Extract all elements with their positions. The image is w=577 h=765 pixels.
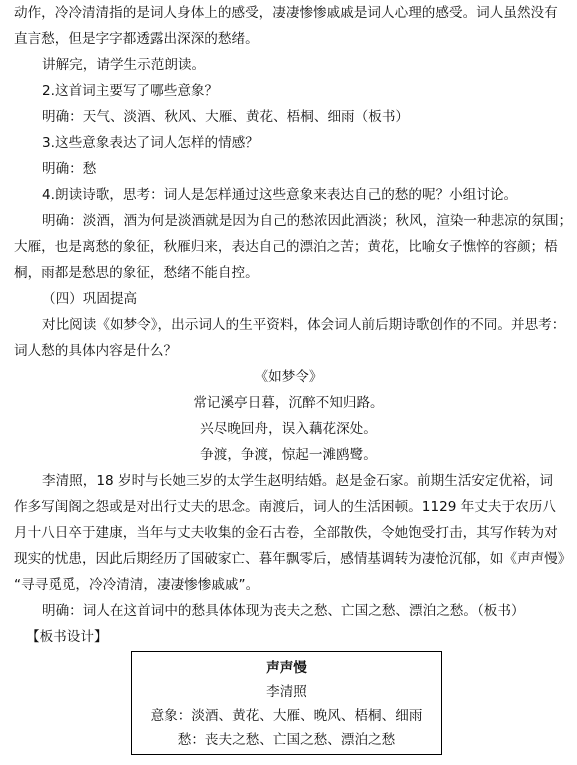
question-3: 3.这些意象表达了词人怎样的情感？ (42, 135, 259, 151)
bio-line: 月十八日卒于建康，当年与丈夫收集的金石古卷，全部散佚，令她饱受打击，其写作转为对 (14, 525, 558, 541)
board-title: 声声慢 (266, 660, 307, 676)
answer-4-line: 桐，雨都是愁思的象征，愁绪不能自控。 (14, 265, 259, 281)
poem-line: 常记溪亭日暮，沉醉不知归路。 (193, 395, 384, 411)
section-heading: （四）巩固提高 (42, 291, 138, 307)
answer-4-line: 明确：淡酒，酒为何是淡酒就是因为自己的愁浓因此酒淡；秋风，渲染一种悲凉的氛围； (42, 213, 573, 229)
paragraph-line: 讲解完，请学生示范朗读。 (42, 57, 206, 73)
bio-line: 李清照，18 岁时与长她三岁的太学生赵明结婚。赵是金石家。前期生活安定优裕，词 (42, 473, 553, 489)
answer-2: 明确：天气、淡酒、秋风、大雁、黄花、梧桐、细雨（板书） (42, 109, 410, 125)
bio-line: 作多写闺阁之怨或是对出行丈夫的思念。南渡后，词人的生活困顿。1129 年丈夫于农历八 (14, 499, 556, 515)
poem-line: 争渡，争渡，惊起一滩鸥鹭。 (200, 447, 377, 463)
board-heading: 【板书设计】 (26, 629, 108, 645)
answer-3: 明确：愁 (42, 161, 97, 177)
board-design-box (131, 651, 442, 755)
board-sorrow: 愁：丧夫之愁、亡国之愁、漂泊之愁 (177, 732, 396, 748)
conclusion: 明确：词人在这首词中的愁具体体现为丧夫之愁、亡国之愁、漂泊之愁。（板书） (42, 603, 525, 619)
bio-line: “寻寻觅觅，冷冷清清，凄凄惨惨戚戚”。 (14, 577, 260, 593)
poem-line: 兴尽晚回舟，误入藕花深处。 (200, 421, 377, 437)
board-author: 李清照 (266, 684, 307, 700)
bio-line: 现实的忧患，因此后期经历了国破家亡、暮年飘零后，感情基调转为凄怆沉郁，如《声声慢》 (14, 551, 572, 567)
paragraph-line: 直言愁，但是字字都透露出深深的愁绪。 (14, 31, 259, 47)
answer-4-line: 大雁，也是离愁的象征，秋雁归来，表达自己的漂泊之苦；黄花，比喻女子憔悴的容颜；梧 (14, 239, 558, 255)
paragraph-line: 词人愁的具体内容是什么？ (14, 343, 178, 359)
poem-title: 《如梦令》 (254, 369, 323, 385)
paragraph-line: 对比阅读《如梦令》，出示词人的生平资料，体会词人前后期诗歌创作的不同。并思考： (42, 317, 566, 333)
question-4: 4.朗读诗歌，思考：词人是怎样通过这些意象来表达自己的愁的呢？小组讨论。 (42, 187, 518, 203)
question-2: 2.这首词主要写了哪些意象？ (42, 83, 219, 99)
board-imagery: 意象：淡酒、黄花、大雁、晚风、梧桐、细雨 (150, 708, 423, 724)
paragraph-line: 动作，冷冷清清指的是词人身体上的感受，凄凄惨惨戚戚是词人心理的感受。词人虽然没有 (14, 5, 558, 21)
